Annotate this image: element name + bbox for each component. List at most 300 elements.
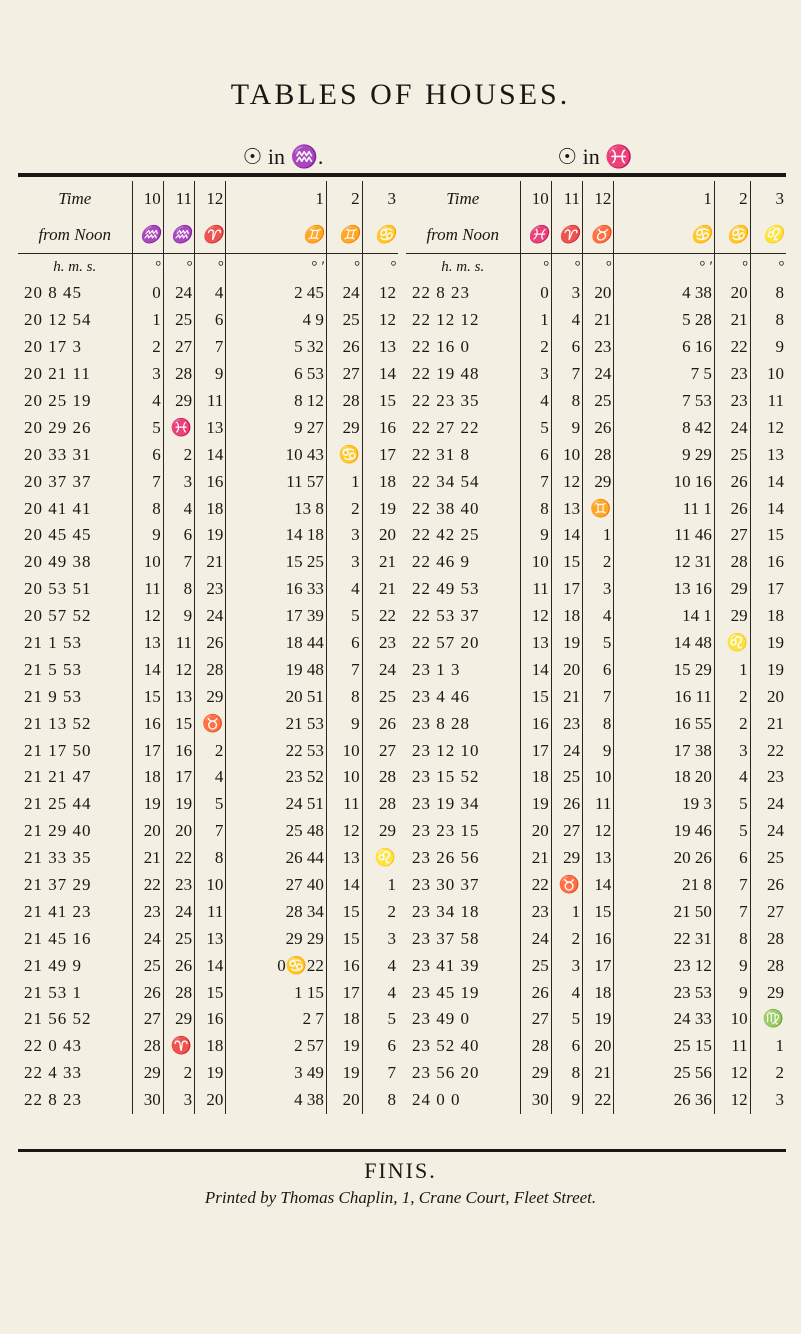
house-cusp-cell: 25 <box>583 388 614 415</box>
house-cusp-cell: 24 <box>362 656 398 683</box>
house-cusp-cell: 25 <box>326 307 362 334</box>
house-cusp-cell: 13 16 <box>614 576 715 603</box>
house-cusp-cell: 24 <box>195 603 226 630</box>
house-cusp-cell: 29 <box>163 1006 194 1033</box>
house-cusp-cell: 19 3 <box>614 791 715 818</box>
table-row <box>406 441 786 468</box>
table-row <box>18 414 398 441</box>
header-house-cell: 11 <box>163 181 194 217</box>
house-cusp-cell: 27 40 <box>226 872 327 899</box>
house-cusp-cell: 27 <box>714 522 750 549</box>
table-row <box>18 656 398 683</box>
table-row <box>18 280 398 307</box>
house-cusp-cell: 27 <box>750 898 786 925</box>
house-cusp-cell: 26 <box>362 710 398 737</box>
house-cusp-cell: 8 <box>551 388 582 415</box>
sidereal-time-cell: 21 49 9 <box>24 955 82 975</box>
house-cusp-cell: 3 <box>132 361 163 388</box>
house-cusp-cell: 23 <box>132 898 163 925</box>
house-cusp-cell: 22 <box>714 334 750 361</box>
table-row <box>406 1033 786 1060</box>
house-cusp-cell: 7 <box>583 683 614 710</box>
sidereal-time-cell: 20 29 26 <box>24 417 92 437</box>
house-cusp-cell: 20 <box>750 683 786 710</box>
header-house-cell: ° <box>714 254 750 281</box>
house-cusp-cell: 4 <box>195 280 226 307</box>
table-row <box>406 549 786 576</box>
house-cusp-cell: ♊ <box>583 495 614 522</box>
house-cusp-cell: 16 11 <box>614 683 715 710</box>
house-cusp-cell: 18 <box>750 603 786 630</box>
table-row <box>406 979 786 1006</box>
house-cusp-cell: 26 <box>520 979 551 1006</box>
house-cusp-cell: 8 <box>362 1087 398 1114</box>
house-cusp-cell: 4 <box>163 495 194 522</box>
house-cusp-cell: 0♋22 <box>226 952 327 979</box>
sidereal-time-cell: 22 38 40 <box>412 498 480 518</box>
house-cusp-cell: 14 18 <box>226 522 327 549</box>
house-cusp-cell: 3 <box>551 952 582 979</box>
header-house-cell: 12 <box>583 181 614 217</box>
house-cusp-cell: 7 <box>326 656 362 683</box>
sidereal-time-cell: 23 23 15 <box>412 821 480 841</box>
house-cusp-cell: 26 <box>750 872 786 899</box>
house-cusp-cell: 21 8 <box>614 872 715 899</box>
house-cusp-cell: 11 <box>520 576 551 603</box>
house-cusp-cell: 7 5 <box>614 361 715 388</box>
house-cusp-cell: 13 <box>132 630 163 657</box>
table-row <box>18 979 398 1006</box>
sidereal-time-cell: 23 4 46 <box>412 686 470 706</box>
house-cusp-cell: 19 48 <box>226 656 327 683</box>
header-house-cell: ° <box>132 254 163 281</box>
house-cusp-cell: 26 44 <box>226 845 327 872</box>
house-cusp-cell: 27 <box>163 334 194 361</box>
house-cusp-cell: 4 <box>714 764 750 791</box>
table-row <box>406 334 786 361</box>
sidereal-time-cell: 22 34 54 <box>412 471 480 491</box>
house-cusp-cell: 2 7 <box>226 1006 327 1033</box>
table-row <box>18 925 398 952</box>
house-cusp-cell: 15 <box>520 683 551 710</box>
header-house-cell: ♋ <box>614 217 715 254</box>
house-cusp-cell: 8 <box>132 495 163 522</box>
sidereal-time-cell: 21 29 40 <box>24 821 92 841</box>
house-cusp-cell: 8 <box>163 576 194 603</box>
house-cusp-cell: 8 <box>750 307 786 334</box>
house-cusp-cell: 20 <box>520 818 551 845</box>
house-cusp-cell: 29 <box>195 683 226 710</box>
house-cusp-cell: 24 51 <box>226 791 327 818</box>
house-cusp-cell: 6 <box>714 845 750 872</box>
house-cusp-cell: 26 <box>583 414 614 441</box>
house-cusp-cell: 16 <box>583 925 614 952</box>
sidereal-time-cell: 23 34 18 <box>412 901 480 921</box>
table-row <box>406 1060 786 1087</box>
table-row <box>406 576 786 603</box>
house-cusp-cell: 1 <box>362 872 398 899</box>
house-cusp-cell: 9 <box>551 414 582 441</box>
house-cusp-cell: 30 <box>132 1087 163 1114</box>
house-cusp-cell: 16 <box>750 549 786 576</box>
house-cusp-cell: 21 <box>132 845 163 872</box>
sidereal-time-cell: 23 49 0 <box>412 1009 470 1029</box>
house-cusp-cell: 13 <box>750 441 786 468</box>
table-row <box>18 1060 398 1087</box>
house-cusp-cell: 5 <box>714 791 750 818</box>
house-cusp-cell: 9 <box>583 737 614 764</box>
house-cusp-cell: ♓ <box>163 414 194 441</box>
table-row <box>18 710 398 737</box>
sidereal-time-cell: 22 4 33 <box>24 1063 82 1083</box>
house-cusp-cell: 18 <box>362 468 398 495</box>
house-cusp-cell: 23 <box>714 361 750 388</box>
header-house-cell: 3 <box>362 181 398 217</box>
house-cusp-cell: 18 <box>132 764 163 791</box>
house-cusp-cell: 11 <box>750 388 786 415</box>
house-cusp-cell: 11 <box>583 791 614 818</box>
table-row <box>18 468 398 495</box>
house-cusp-cell: 21 <box>583 1060 614 1087</box>
house-cusp-cell: 23 <box>520 898 551 925</box>
house-cusp-cell: 9 <box>132 522 163 549</box>
header-house-cell: 1 <box>226 181 327 217</box>
house-cusp-cell: 22 <box>750 737 786 764</box>
house-cusp-cell: 25 48 <box>226 818 327 845</box>
house-cusp-cell: 2 45 <box>226 280 327 307</box>
header-house-cell: 1 <box>614 181 715 217</box>
sidereal-time-cell: 21 37 29 <box>24 875 92 895</box>
house-cusp-cell: 8 <box>583 710 614 737</box>
bottom-rule <box>18 1149 786 1152</box>
house-cusp-cell: 18 <box>195 495 226 522</box>
table-row <box>18 495 398 522</box>
house-cusp-cell: 3 <box>750 1087 786 1114</box>
header-house-cell: ° <box>551 254 582 281</box>
house-cusp-cell: 6 16 <box>614 334 715 361</box>
header-house-cell: ° <box>195 254 226 281</box>
house-cusp-cell: 14 <box>195 441 226 468</box>
house-cusp-cell: 24 <box>714 414 750 441</box>
house-cusp-cell: 0 <box>520 280 551 307</box>
table-row <box>18 845 398 872</box>
table-row <box>406 737 786 764</box>
sidereal-time-cell: 20 17 3 <box>24 337 82 357</box>
house-cusp-cell: 7 <box>195 818 226 845</box>
house-cusp-cell: 10 43 <box>226 441 327 468</box>
house-cusp-cell: 17 <box>362 441 398 468</box>
house-cusp-cell: 23 <box>583 334 614 361</box>
house-cusp-cell: 24 <box>750 791 786 818</box>
header-house-cell: ♋ <box>714 217 750 254</box>
table-row <box>406 683 786 710</box>
house-cusp-cell: 25 <box>132 952 163 979</box>
house-cusp-cell: 16 <box>163 737 194 764</box>
house-cusp-cell: 26 <box>551 791 582 818</box>
house-cusp-cell: 2 <box>163 1060 194 1087</box>
house-cusp-cell: 23 <box>362 630 398 657</box>
house-cusp-cell: 11 <box>195 898 226 925</box>
house-cusp-cell: 13 <box>362 334 398 361</box>
house-cusp-cell: 27 <box>326 361 362 388</box>
house-cusp-cell: 9 27 <box>226 414 327 441</box>
sidereal-time-cell: 22 16 0 <box>412 337 470 357</box>
header-time-cell: h. m. s. <box>406 254 520 281</box>
house-cusp-cell: 6 53 <box>226 361 327 388</box>
sidereal-time-cell: 21 53 1 <box>24 982 82 1002</box>
house-cusp-cell: 24 <box>163 280 194 307</box>
house-cusp-cell: 2 <box>520 334 551 361</box>
sidereal-time-cell: 23 12 10 <box>412 740 480 760</box>
house-cusp-cell: 10 <box>583 764 614 791</box>
house-cusp-cell: 2 <box>163 441 194 468</box>
header-house-cell: 3 <box>750 181 786 217</box>
house-cusp-cell: 20 <box>551 656 582 683</box>
house-cusp-cell: 12 <box>750 414 786 441</box>
header-house-cell: ♊ <box>226 217 327 254</box>
house-cusp-cell: 11 46 <box>614 522 715 549</box>
table-row <box>18 764 398 791</box>
table-row <box>18 791 398 818</box>
house-cusp-cell: 13 <box>195 925 226 952</box>
house-cusp-cell: 26 <box>714 468 750 495</box>
house-cusp-cell: 5 <box>362 1006 398 1033</box>
sidereal-time-cell: 22 57 20 <box>412 633 480 653</box>
house-cusp-cell: 19 <box>750 656 786 683</box>
house-cusp-cell: 28 <box>583 441 614 468</box>
header-row <box>18 181 398 217</box>
header-house-cell: ♌ <box>750 217 786 254</box>
header-house-cell: 2 <box>714 181 750 217</box>
house-cusp-cell: 29 <box>583 468 614 495</box>
sidereal-time-cell: 23 56 20 <box>412 1063 480 1083</box>
house-cusp-cell: 14 <box>750 468 786 495</box>
house-cusp-cell: 20 26 <box>614 845 715 872</box>
house-cusp-cell: 29 <box>326 414 362 441</box>
house-cusp-cell: 24 <box>132 925 163 952</box>
house-cusp-cell: 17 <box>163 764 194 791</box>
sidereal-time-cell: 22 8 23 <box>412 283 470 303</box>
house-cusp-cell: 9 29 <box>614 441 715 468</box>
house-cusp-cell: 12 <box>132 603 163 630</box>
sidereal-time-cell: 21 21 47 <box>24 767 92 787</box>
house-cusp-cell: 20 <box>714 280 750 307</box>
sidereal-time-cell: 21 17 50 <box>24 740 92 760</box>
house-cusp-cell: 15 <box>132 683 163 710</box>
table-row <box>406 656 786 683</box>
sidereal-time-cell: 21 5 53 <box>24 659 82 679</box>
house-cusp-cell: 5 32 <box>226 334 327 361</box>
house-cusp-cell: 12 <box>714 1087 750 1114</box>
table-row <box>18 683 398 710</box>
house-cusp-cell: 29 <box>132 1060 163 1087</box>
house-cusp-cell: 26 36 <box>614 1087 715 1114</box>
house-cusp-cell: 23 52 <box>226 764 327 791</box>
house-cusp-cell: 20 <box>583 1033 614 1060</box>
house-cusp-cell: 2 <box>583 549 614 576</box>
house-cusp-cell: 4 38 <box>614 280 715 307</box>
house-cusp-cell: 7 <box>714 898 750 925</box>
house-cusp-cell: 29 <box>362 818 398 845</box>
table-row <box>406 414 786 441</box>
house-cusp-cell: 5 28 <box>614 307 715 334</box>
house-cusp-cell: 14 <box>362 361 398 388</box>
house-cusp-cell: 1 <box>326 468 362 495</box>
house-cusp-cell: 12 <box>163 656 194 683</box>
house-cusp-cell: 20 <box>326 1087 362 1114</box>
table-row <box>406 872 786 899</box>
house-cusp-cell: 17 <box>326 979 362 1006</box>
house-cusp-cell: 6 <box>583 656 614 683</box>
house-cusp-cell: 25 15 <box>614 1033 715 1060</box>
house-cusp-cell: 9 <box>326 710 362 737</box>
house-cusp-cell: 2 <box>362 898 398 925</box>
house-cusp-cell: 7 <box>551 361 582 388</box>
house-cusp-cell: 15 29 <box>614 656 715 683</box>
sidereal-time-cell: 20 21 11 <box>24 364 91 384</box>
house-cusp-cell: 20 <box>132 818 163 845</box>
table-row <box>406 603 786 630</box>
house-cusp-cell: 23 <box>750 764 786 791</box>
house-cusp-cell: 19 <box>551 630 582 657</box>
header-row <box>406 181 786 217</box>
house-cusp-cell: 16 <box>195 468 226 495</box>
table-row <box>18 441 398 468</box>
house-cusp-cell: 3 <box>551 280 582 307</box>
house-cusp-cell: 21 <box>362 576 398 603</box>
house-cusp-cell: 10 <box>326 737 362 764</box>
house-cusp-cell: 2 <box>326 495 362 522</box>
house-cusp-cell: 14 <box>132 656 163 683</box>
house-cusp-cell: 13 <box>326 845 362 872</box>
house-cusp-cell: 6 <box>163 522 194 549</box>
house-cusp-cell: 4 <box>195 764 226 791</box>
units-row <box>18 254 398 281</box>
house-cusp-cell: 11 57 <box>226 468 327 495</box>
house-cusp-cell: 5 <box>520 414 551 441</box>
sidereal-time-cell: 22 8 23 <box>24 1090 82 1110</box>
header-house-cell: ° <box>583 254 614 281</box>
house-cusp-cell: 7 <box>132 468 163 495</box>
house-cusp-cell: 4 <box>362 952 398 979</box>
house-cusp-cell: 17 <box>132 737 163 764</box>
house-cusp-cell: 3 <box>326 549 362 576</box>
house-cusp-cell: 1 <box>714 656 750 683</box>
header-house-cell: ♊ <box>326 217 362 254</box>
house-cusp-cell: 16 <box>132 710 163 737</box>
house-cusp-cell: 21 <box>583 307 614 334</box>
header-house-cell: 12 <box>195 181 226 217</box>
house-cusp-cell: 23 12 <box>614 952 715 979</box>
house-cusp-cell: 10 <box>195 872 226 899</box>
house-cusp-cell: 22 <box>132 872 163 899</box>
header-house-cell: ♋ <box>362 217 398 254</box>
house-cusp-cell: 15 25 <box>226 549 327 576</box>
house-cusp-cell: 15 <box>326 898 362 925</box>
house-cusp-cell: 25 <box>750 845 786 872</box>
house-cusp-cell: ♌ <box>714 630 750 657</box>
house-cusp-cell: 6 <box>132 441 163 468</box>
right-table-sign-heading: ☉ in ♓ <box>557 144 633 169</box>
table-row <box>406 845 786 872</box>
house-cusp-cell: 26 <box>132 979 163 1006</box>
house-cusp-cell: 19 <box>362 495 398 522</box>
table-row <box>406 522 786 549</box>
page-title: TABLES OF HOUSES. <box>230 78 571 111</box>
sidereal-time-cell: 20 8 45 <box>24 283 82 303</box>
sidereal-time-cell: 22 42 25 <box>412 525 480 545</box>
house-cusp-cell: 4 38 <box>226 1087 327 1114</box>
house-cusp-cell: 11 <box>163 630 194 657</box>
house-cusp-cell: 26 <box>326 334 362 361</box>
house-cusp-cell: 13 <box>551 495 582 522</box>
house-cusp-cell: 18 <box>195 1033 226 1060</box>
table-row <box>18 818 398 845</box>
house-cusp-cell: 21 <box>195 549 226 576</box>
header-house-cell: ♒ <box>163 217 194 254</box>
house-cusp-cell: 18 20 <box>614 764 715 791</box>
house-cusp-cell: 23 <box>551 710 582 737</box>
house-cusp-cell: 8 <box>195 845 226 872</box>
house-cusp-cell: 23 <box>195 576 226 603</box>
house-cusp-cell: 1 <box>520 307 551 334</box>
house-cusp-cell: 28 <box>132 1033 163 1060</box>
table-row <box>18 1006 398 1033</box>
house-cusp-cell: 22 31 <box>614 925 715 952</box>
house-cusp-cell: 2 57 <box>226 1033 327 1060</box>
table-row <box>18 549 398 576</box>
house-cusp-cell: 20 <box>195 1087 226 1114</box>
sidereal-time-cell: 21 45 16 <box>24 928 92 948</box>
house-cusp-cell: 8 <box>551 1060 582 1087</box>
sidereal-time-cell: 23 15 52 <box>412 767 480 787</box>
house-cusp-cell: 5 <box>714 818 750 845</box>
table-row <box>18 872 398 899</box>
table-row <box>18 952 398 979</box>
house-cusp-cell: 7 <box>195 334 226 361</box>
house-cusp-cell: 0 <box>132 280 163 307</box>
house-cusp-cell: 7 53 <box>614 388 715 415</box>
house-cusp-cell: 15 <box>163 710 194 737</box>
sidereal-time-cell: 23 26 56 <box>412 848 480 868</box>
house-cusp-cell: 11 1 <box>614 495 715 522</box>
house-cusp-cell: 14 <box>551 522 582 549</box>
house-cusp-cell: 29 <box>551 845 582 872</box>
house-cusp-cell: 21 <box>520 845 551 872</box>
sidereal-time-cell: 22 49 53 <box>412 579 480 599</box>
house-cusp-cell: 9 <box>163 603 194 630</box>
house-cusp-cell: 15 <box>326 925 362 952</box>
house-cusp-cell: 20 <box>362 522 398 549</box>
header-house-cell: ° <box>750 254 786 281</box>
header-house-cell: ° <box>163 254 194 281</box>
house-cusp-cell: 21 <box>551 683 582 710</box>
house-cusp-cell: 18 <box>520 764 551 791</box>
house-cusp-cell: 19 <box>520 791 551 818</box>
house-cusp-cell: 24 <box>750 818 786 845</box>
house-cusp-cell: 29 <box>714 576 750 603</box>
table-row <box>406 630 786 657</box>
house-cusp-cell: 16 <box>326 952 362 979</box>
house-cusp-cell: 18 <box>583 979 614 1006</box>
sidereal-time-cell: 22 27 22 <box>412 417 480 437</box>
house-cusp-cell: 9 <box>714 952 750 979</box>
house-cusp-cell: 29 <box>750 979 786 1006</box>
house-cusp-cell: 15 <box>583 898 614 925</box>
house-cusp-cell: 24 <box>326 280 362 307</box>
house-cusp-cell: 30 <box>520 1087 551 1114</box>
house-cusp-cell: 16 33 <box>226 576 327 603</box>
